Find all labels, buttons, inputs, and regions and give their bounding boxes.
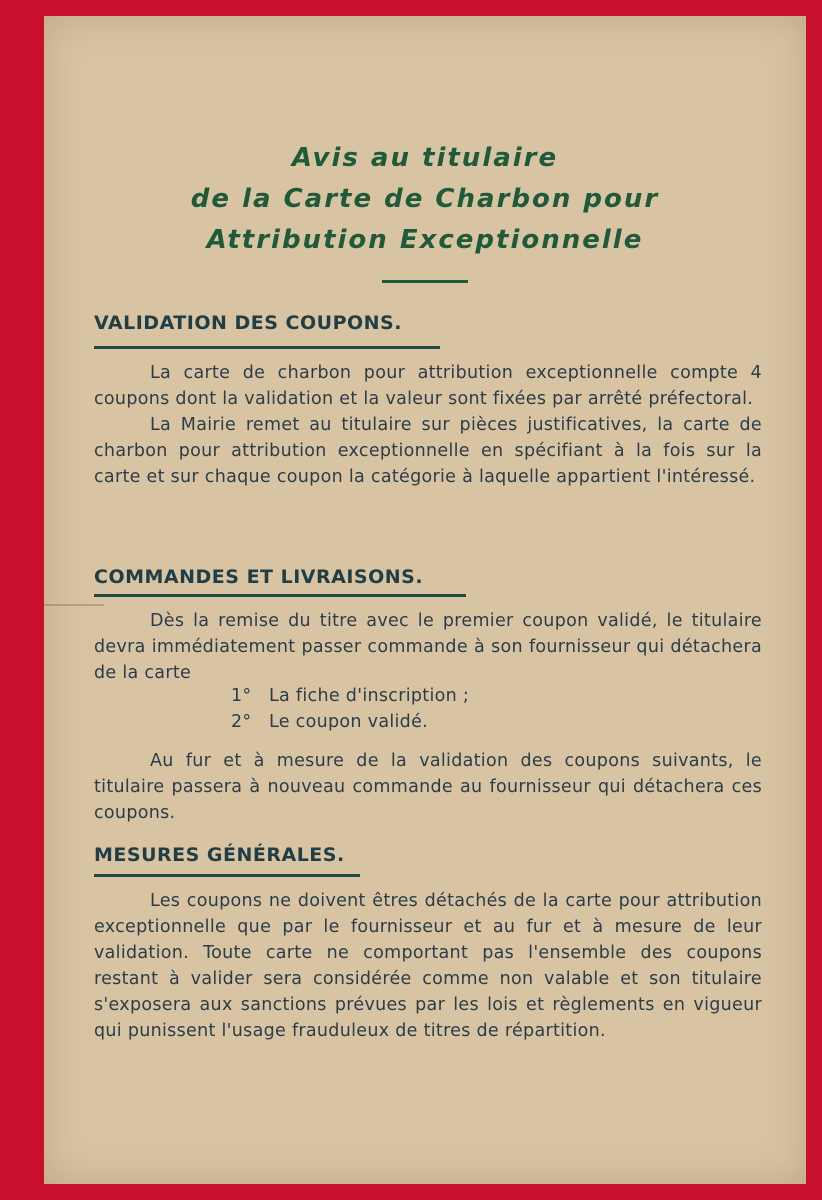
list-text: La fiche d'inscription ; [269, 686, 470, 706]
paragraph: Les coupons ne doivent êtres détachés de la carte pour attribution exceptionnelle que par le fournisseur et au fur et à mesure de leur validation. Toute carte ne comportant pas l'ensemble des coupons restant à valider sera considérée comme non valable et son titulaire s'exposera aux sanctions prévues par les lois et règlements en vigueur qui punissent l'usage frauduleux de titres de répartition. [94, 891, 762, 1041]
section-heading-validation: VALIDATION DES COUPONS. [94, 312, 402, 334]
section-underline [94, 594, 466, 597]
list-number: 2° [231, 712, 252, 732]
section-underline [94, 874, 360, 877]
section-body-commandes-2 [94, 748, 762, 826]
paragraph: La Mairie remet au titulaire sur pièces justificatives, la carte de charbon pour attribution exceptionnelle en spécifiant à la fois sur la carte et sur chaque coupon la catégorie à laquelle appartient l'intéressé. [94, 415, 762, 487]
list-item [231, 686, 469, 706]
section-heading-commandes: COMMANDES ET LIVRAISONS. [94, 566, 424, 588]
paper-tear [44, 604, 104, 606]
paragraph: Dès la remise du titre avec le premier coupon validé, le titulaire devra immédiatement passer commande à son fournisseur qui détachera de la carte [94, 611, 762, 683]
paragraph: La carte de charbon pour attribution exceptionnelle compte 4 coupons dont la validation et la valeur sont fixées par arrêté préfectoral. [94, 363, 762, 409]
list-number: 1° [231, 686, 252, 706]
paragraph: Au fur et à mesure de la validation des coupons suivants, le titulaire passera à nouveau commande au fournisseur qui détachera ces coupons. [94, 751, 762, 823]
section-body-commandes [94, 608, 762, 686]
title-line-3: Attribution Exceptionnelle [206, 225, 644, 255]
section-underline [94, 346, 440, 349]
title-line-2: de la Carte de Charbon pour [190, 184, 660, 214]
document-title [44, 138, 806, 261]
section-body-validation [94, 360, 762, 490]
section-heading-mesures: MESURES GÉNÉRALES. [94, 844, 345, 866]
list-item [231, 712, 428, 732]
title-line-1: Avis au titulaire [291, 143, 559, 173]
title-divider [382, 280, 468, 283]
list-text: Le coupon validé. [269, 712, 429, 732]
section-body-mesures [94, 888, 762, 1044]
document-page [44, 16, 806, 1184]
